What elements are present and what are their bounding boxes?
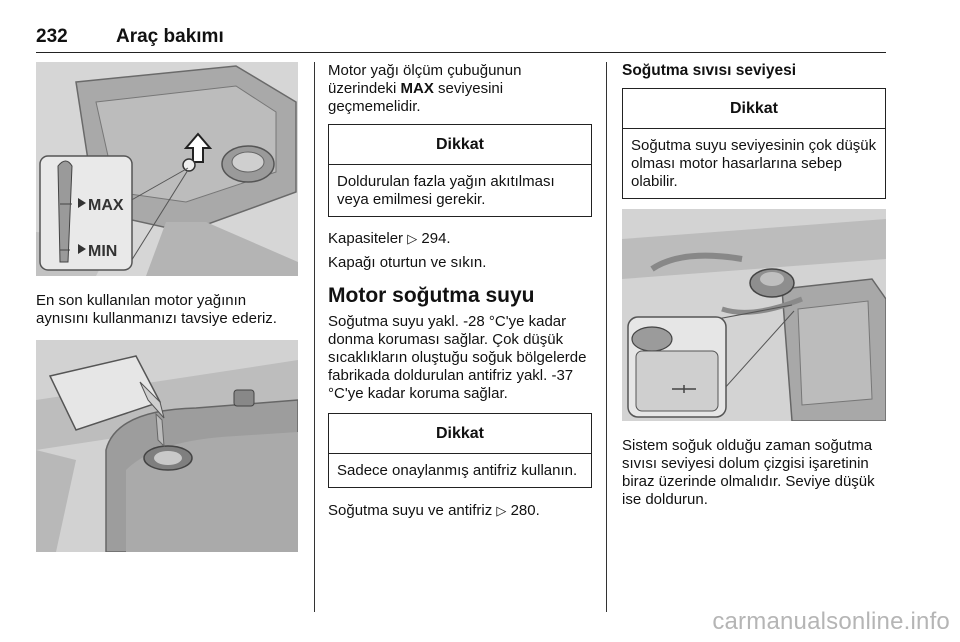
dikkat-box-1 [328,124,592,217]
arrow-ref-icon: ▷ [407,231,418,246]
dikkat-box-1-title: Dikkat [329,125,591,165]
coolant-ref-text: Soğutma suyu ve antifriz [328,502,493,519]
dikkat-box-3-body: Soğutma suyu seviyesinin çok düşük olması motor hasarlarına sebep olabilir. [631,137,877,190]
intro-line-2-pre: üzerindeki [328,80,401,97]
page-number: 232 [36,26,68,47]
coolant-level-heading: Soğutma sıvısı seviyesi [622,62,797,79]
dikkat-box-2-body: Sadece onaylanmış antifriz kullanın. [337,462,578,479]
intro-max-bold: MAX [400,80,434,97]
section-heading: Motor soğutma suyu [328,284,535,307]
intro-line-2 [328,80,592,98]
cap-instruction: Kapağı oturtun ve sıkın. [328,254,487,271]
dikkat-box-3 [622,88,886,199]
coolant-reference[interactable] [328,502,592,520]
coolant-reservoir-figure [622,209,886,421]
oil-dipstick-figure [36,62,298,276]
column-divider-2 [606,62,607,612]
dipstick-min-label: MIN [88,243,118,260]
arrow-ref-icon: ▷ [496,503,507,518]
capacities-text: Kapasiteler [328,230,404,247]
fig1-caption: En son kullanılan motor yağının aynısını kullanmanızı tavsiye ederiz. [36,292,277,327]
dikkat-box-3-title: Dikkat [623,89,885,129]
dikkat-box-2 [328,413,592,488]
column-1 [36,62,298,552]
dikkat-box-2-title: Dikkat [329,414,591,454]
dikkat-box-1-body: Doldurulan fazla yağın akıtılması veya emilmesi gerekir. [337,173,555,208]
capacities-page: 294. [421,230,451,247]
column-3 [622,62,886,509]
column-2 [328,62,592,520]
column-divider-1 [314,62,315,612]
coolant-ref-page: 280. [510,502,540,519]
coolant-level-caption: Sistem soğuk olduğu zaman soğutma sıvısı seviyesi dolum çizgisi işaretinin biraz üzerinde olmalıdır. Seviye düşük ise doldurun. [622,437,875,508]
intro-line-3: geçmemelidir. [328,98,421,115]
page-title: Araç bakımı [116,26,224,47]
oil-pour-figure [36,340,298,552]
intro-line-2-post: seviyesini [433,80,504,97]
page-header [36,26,886,53]
watermark: carmanualsonline.info [712,608,950,635]
intro-line-1: Motor yağı ölçüm çubuğunun [328,62,522,79]
coolant-section-body: Soğutma suyu yakl. -28 °C'ye kadar donma koruması sağlar. Çok düşük sıcaklıkların oluştuğu soğuk bölgelerde fabrikada doldurulan antifriz yakl. -37 °C'ye kadar koruma sağlar. [328,313,587,402]
dipstick-max-label: MAX [88,197,124,214]
capacities-reference[interactable] [328,230,592,248]
